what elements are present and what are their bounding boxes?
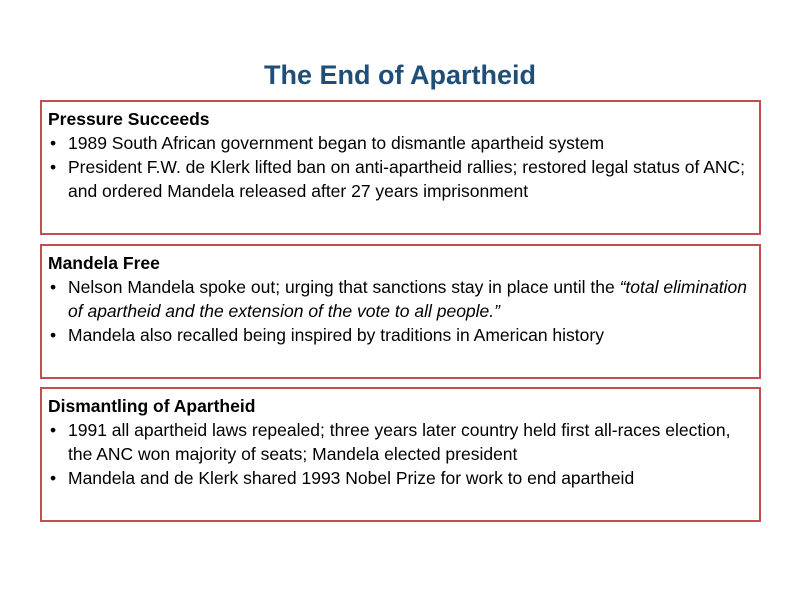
bullet-item xyxy=(48,275,747,323)
bullet-text: 1989 South African government began to dismantle apartheid system xyxy=(68,133,605,153)
section-pressure-succeeds xyxy=(40,100,761,235)
bullet-marker: • xyxy=(50,420,57,440)
section-heading: Dismantling of Apartheid xyxy=(48,396,256,416)
bullet-marker: • xyxy=(50,133,57,153)
bullet-list xyxy=(48,418,747,490)
bullet-marker: • xyxy=(50,325,57,345)
bullet-text: Mandela and de Klerk shared 1993 Nobel Prize for work to end apartheid xyxy=(68,468,635,488)
section-dismantling-of-apartheid xyxy=(40,387,761,522)
bullet-list xyxy=(48,275,747,347)
slide-title: The End of Apartheid xyxy=(264,60,536,90)
bullet-marker: • xyxy=(50,277,57,297)
bullet-text: 1991 all apartheid laws repealed; three years later country held first all-races election, the ANC won majority of seats; Mandela elected president xyxy=(68,420,731,464)
bullet-marker: • xyxy=(50,157,57,177)
bullet-item xyxy=(48,131,747,155)
bullet-text: Mandela also recalled being inspired by traditions in American history xyxy=(68,325,604,345)
bullet-item xyxy=(48,155,747,203)
section-heading: Pressure Succeeds xyxy=(48,109,210,129)
bullet-text: Nelson Mandela spoke out; urging that sanctions stay in place until the xyxy=(68,277,620,297)
bullet-marker: • xyxy=(50,468,57,488)
bullet-text: President F.W. de Klerk lifted ban on anti-apartheid rallies; restored legal status of ANC; and ordered Mandela released after 27 years imprisonment xyxy=(68,157,746,201)
bullet-item xyxy=(48,323,747,347)
section-heading: Mandela Free xyxy=(48,253,160,273)
bullet-list xyxy=(48,131,747,203)
section-mandela-free xyxy=(40,244,761,379)
bullet-item xyxy=(48,418,747,466)
mandela-quote: “total elimination of apartheid and the extension of the vote to all people.” xyxy=(68,277,748,321)
bullet-item xyxy=(48,466,747,490)
